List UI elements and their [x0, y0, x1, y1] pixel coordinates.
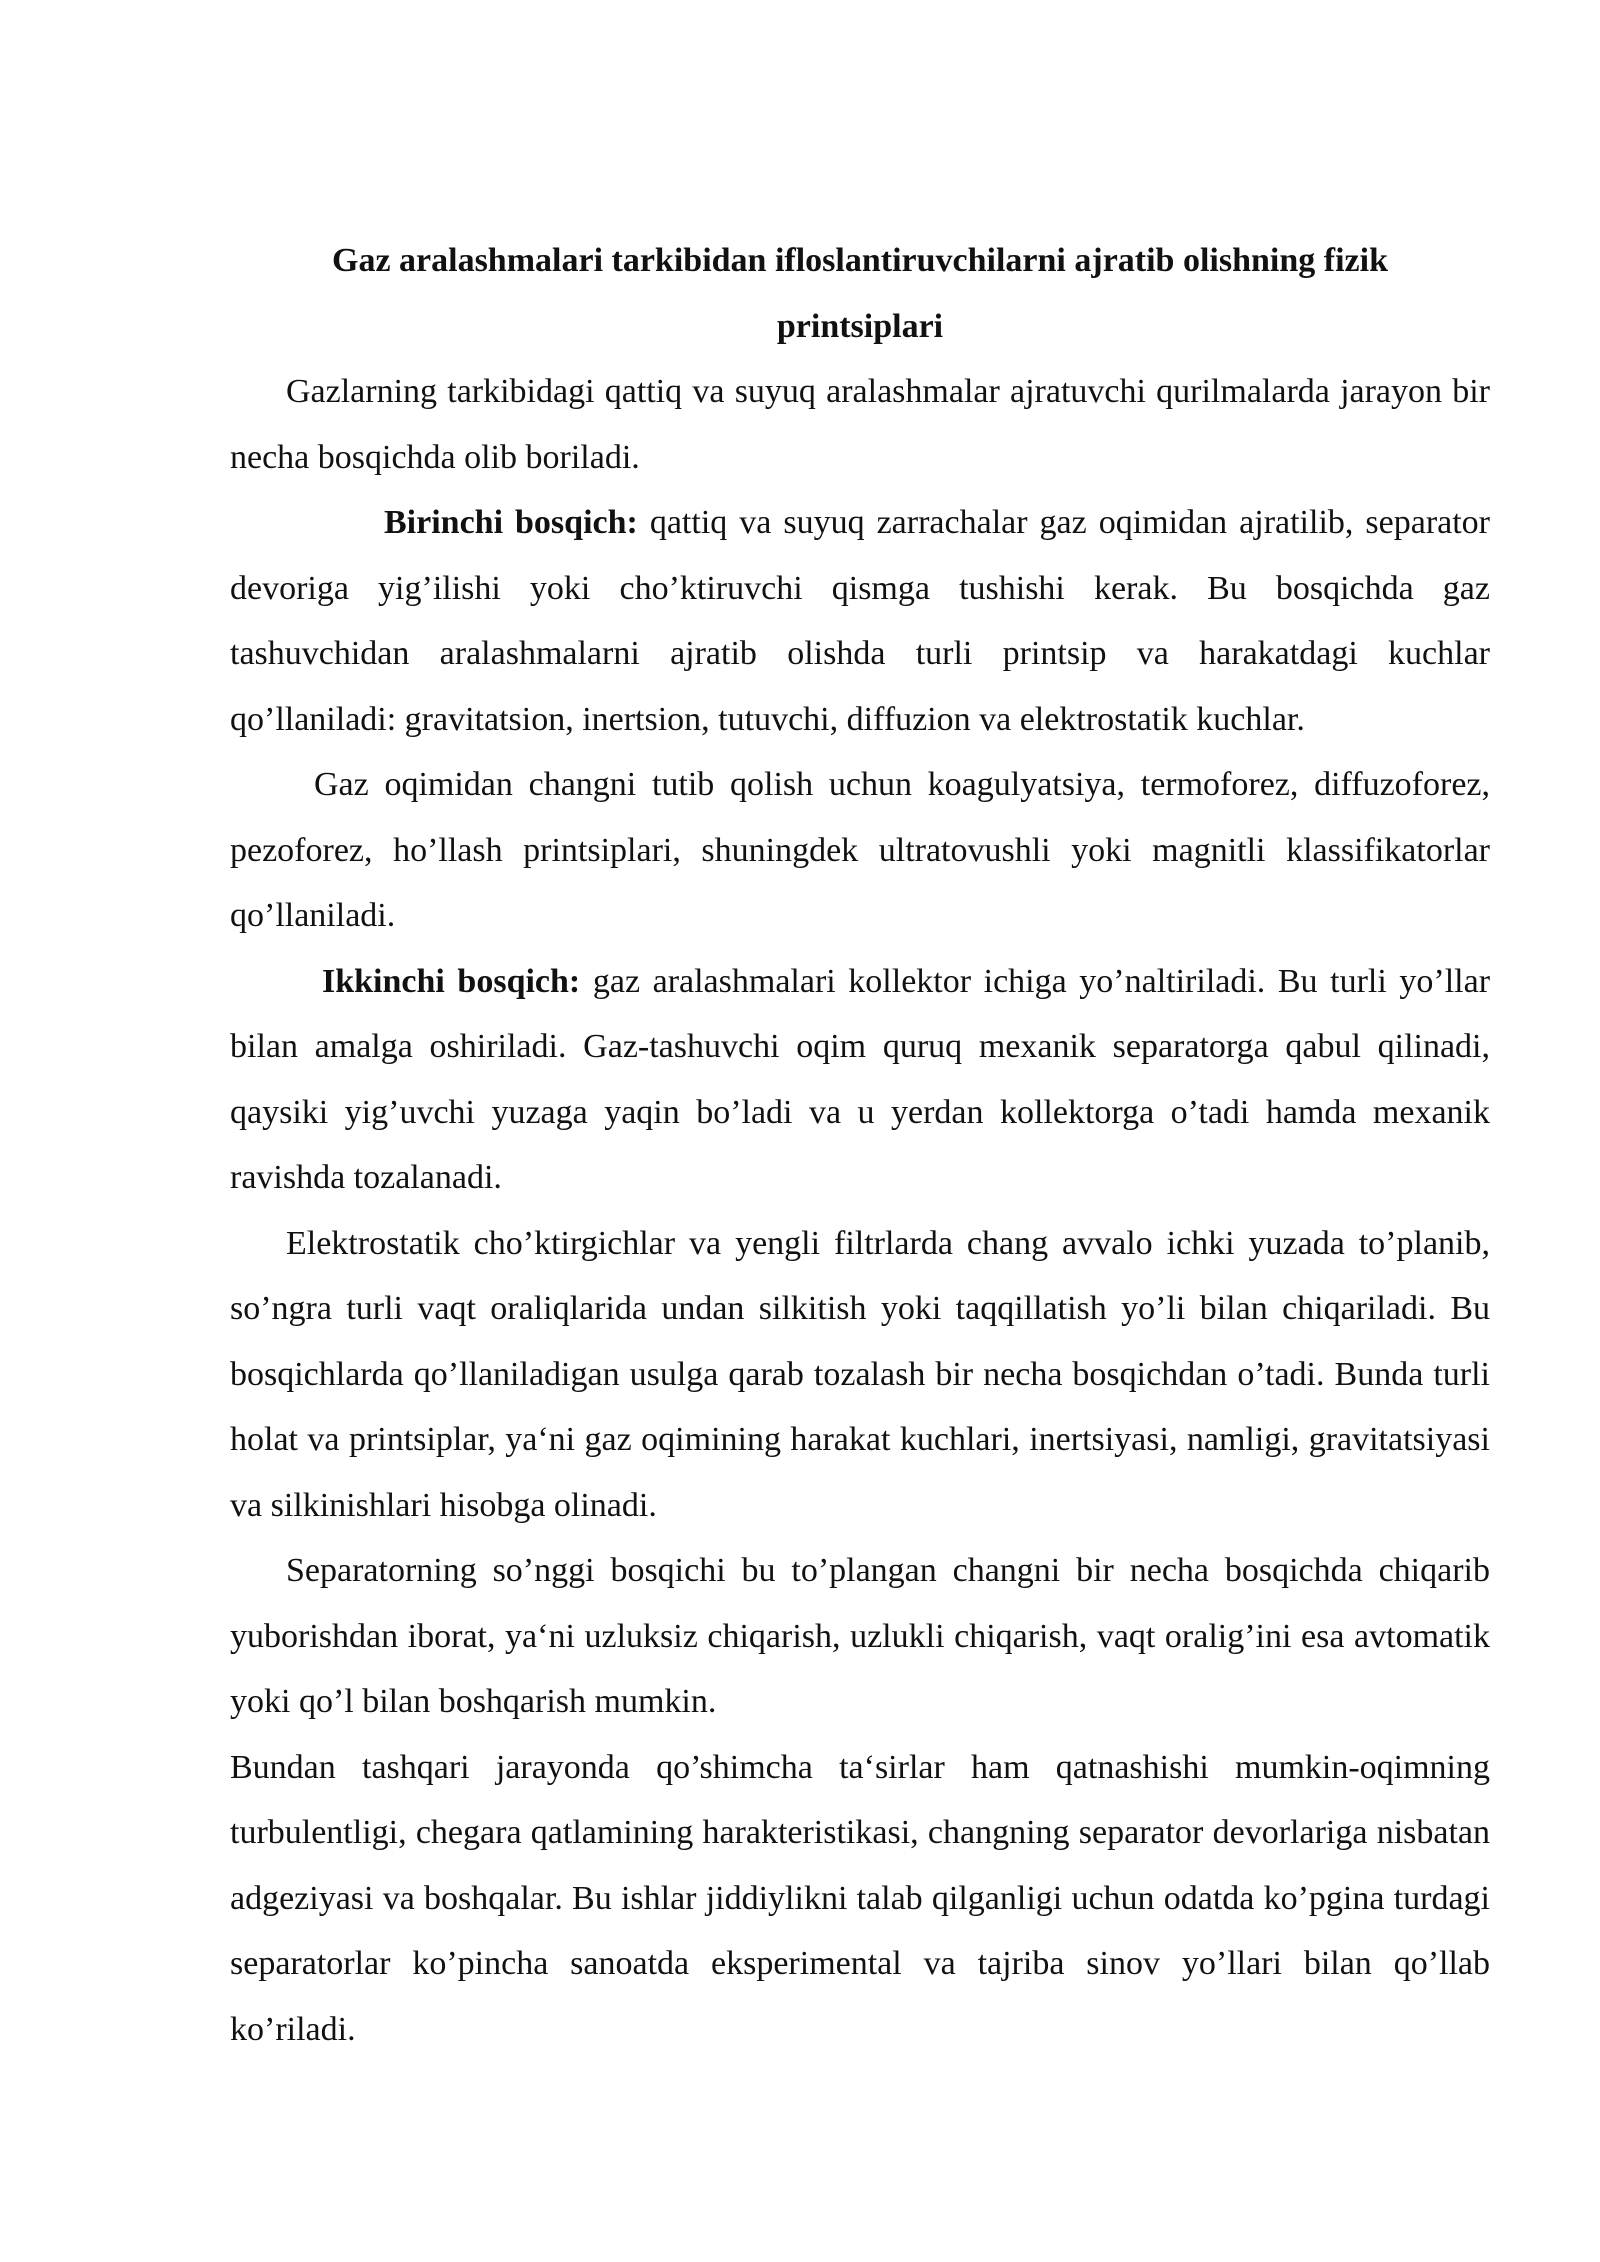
paragraph-electrostatic: Elektrostatik cho’ktirgichlar va yengli filtrlarda chang avvalo ichki yuzada to’planib, so’ngra turli vaqt oraliqlarida undan silkitish yoki taqqillatish yo’li bilan chiqariladi. Bu bosqichlarda qo’llaniladigan usulga qarab tozalash bir necha bosqichdan o’tadi. Bunda turli holat va printsiplar, ya‘ni gaz oqimining harakat kuchlari, inertsiyasi, namligi, gravitatsiyasi va silkinishlari hisobga olinadi.: [230, 1224, 1490, 1524]
paragraph-additional-effects: Bundan tashqari jarayonda qo’shimcha ta‘sirlar ham qatnashishi mumkin-oqimning turbulentligi, chegara qatlamining harakteristikasi, changning separator devorlariga nisbatan adgeziyasi va boshqalar. Bu ishlar jiddiylikni talab qilganligi uchun odatda ko’pgina turdagi separatorlar ko’pincha sanoatda eksperimental va tajriba sinov yo’llari bilan qo’llab ko’riladi.: [230, 1748, 1490, 2048]
stage-one-text: qattiq va suyuq zarrachalar gaz oqimidan ajratilib, separator devoriga yig’ilishi yoki cho’ktiruvchi qismga tushishi kerak. Bu bosqichda gaz tashuvchidan aralashmalarni ajratib olishda turli printsip va harakatdagi kuchlar qo’llaniladi: gravitatsion, inertsion, tutuvchi, diffuzion va elektrostatik kuchlar.: [230, 504, 1490, 738]
paragraph-dust-capture: Gaz oqimidan changni tutib qolish uchun koagulyatsiya, termoforez, diffuzoforez, pezoforez, ho’llash printsiplari, shuningdek ultratovushli yoki magnitli klassifikatorlar qo’llaniladi.: [230, 766, 1490, 934]
paragraph-stage-one: [230, 490, 1490, 752]
paragraph-stage-two: [230, 949, 1490, 1211]
stage-two-heading: Ikkinchi bosqich:: [322, 962, 581, 1000]
paragraph-final-stage: Separatorning so’nggi bosqichi bu to’plangan changni bir necha bosqichda chiqarib yuborishdan iborat, ya‘ni uzluksiz chiqarish, uzlukli chiqarish, vaqt oralig’ini esa avtomatik yoki qo’l bilan boshqarish mumkin.: [230, 1552, 1490, 1720]
stage-two-text: gaz aralashmalari kollektor ichiga yo’naltiriladi. Bu turli yo’llar bilan amalga oshiriladi. Gaz-tashuvchi oqim quruq mexanik separatorga qabul qilinadi, qaysiki yig’uvchi yuzaga yaqin bo’ladi va u yerdan kollektorga o’tadi hamda mexanik ravishda tozalanadi.: [230, 962, 1491, 1196]
document-title: Gaz aralashmalari tarkibidan ifloslantiruvchilarni ajratib olishning fizik printsiplari: [332, 242, 1388, 345]
document-page: [230, 228, 1490, 2062]
stage-one-heading: Birinchi bosqich:: [384, 504, 638, 541]
paragraph-intro: Gazlarning tarkibidagi qattiq va suyuq aralashmalar ajratuvchi qurilmalarda jarayon bir necha bosqichda olib boriladi.: [230, 373, 1490, 476]
